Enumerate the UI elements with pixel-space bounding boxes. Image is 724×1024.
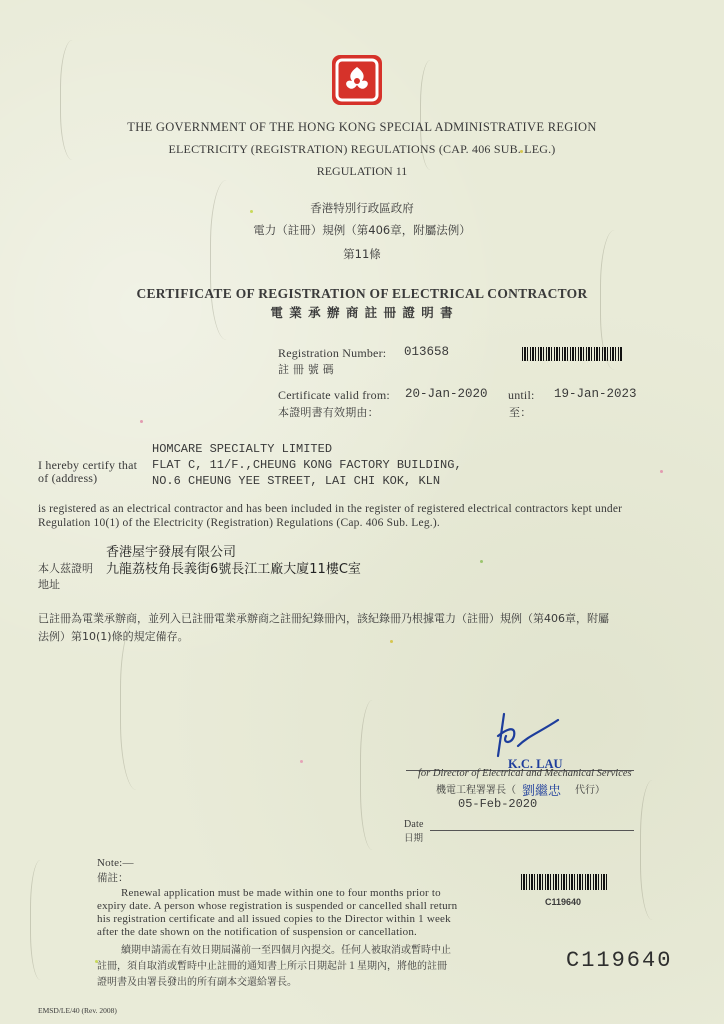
registration-number: 013658 bbox=[404, 345, 450, 359]
header-government: THE GOVERNMENT OF THE HONG KONG SPECIAL ADMINISTRATIVE REGION bbox=[127, 120, 597, 134]
date-line bbox=[430, 830, 634, 831]
date-label-cn: 日期 bbox=[404, 833, 424, 844]
signatory-name-stamp-cn: 劉繼忠 bbox=[522, 784, 562, 799]
registration-statement-cn-line1: 已註冊為電業承辦商，並列入已註冊電業承辦商之註冊紀錄冊內，該紀錄冊乃根據電力（註冊）規例（第406章，附屬 bbox=[38, 612, 609, 625]
certify-label: I hereby certify that bbox=[38, 458, 138, 472]
serial-number-large: C119640 bbox=[566, 948, 673, 973]
company-name-cn: 香港屋宇發展有限公司 bbox=[106, 545, 237, 560]
signature-icon bbox=[488, 706, 568, 762]
note-line4: after the date shown on the notification of suspension or cancellation. bbox=[97, 926, 417, 938]
header-regulations: ELECTRICITY (REGISTRATION) REGULATIONS (CAP. 406 SUB. LEG.) bbox=[168, 142, 556, 156]
valid-until-label: until: bbox=[508, 388, 535, 402]
registration-number-label-cn: 註 冊 號 碼 bbox=[278, 363, 334, 376]
registration-statement-cn-line2: 法例）第10(1)條的規定備存。 bbox=[38, 630, 189, 643]
company-address-line1: FLAT C, 11/F.,CHEUNG KONG FACTORY BUILDING, bbox=[152, 458, 462, 472]
address-label-cn: 地址 bbox=[38, 578, 60, 591]
certificate-title: CERTIFICATE OF REGISTRATION OF ELECTRICAL CONTRACTOR bbox=[136, 286, 588, 301]
address-label: of (address) bbox=[38, 471, 98, 485]
paper-fiber bbox=[120, 620, 161, 790]
header-regulation-number-cn: 第11條 bbox=[343, 247, 381, 261]
header-government-cn: 香港特別行政區政府 bbox=[310, 201, 414, 215]
paper-fiber bbox=[360, 700, 391, 850]
serial-number-small: C119640 bbox=[545, 897, 582, 907]
barcode-icon bbox=[522, 347, 622, 361]
paper-fleck bbox=[300, 760, 303, 763]
signatory-title: for Director of Electrical and Mechanical Services bbox=[418, 768, 632, 779]
signatory-title-cn: 機電工程署署長（ bbox=[436, 785, 516, 796]
issue-date: 05-Feb-2020 bbox=[458, 797, 538, 811]
note-cn-line3: 證明書及由署長發出的所有副本交還給署長。 bbox=[97, 977, 297, 988]
valid-from-date: 20-Jan-2020 bbox=[405, 387, 488, 401]
paper-fleck bbox=[390, 640, 393, 643]
certify-label-cn: 本人茲證明 bbox=[38, 562, 93, 575]
serial-barcode-icon bbox=[521, 874, 607, 890]
company-name: HOMCARE SPECIALTY LIMITED bbox=[152, 442, 333, 456]
valid-from-label-cn: 本證明書有效期由： bbox=[278, 406, 379, 419]
signatory-title-cn-end: 代行） bbox=[575, 785, 605, 796]
note-label-cn: 備註： bbox=[97, 872, 129, 884]
valid-until-label-cn: 至： bbox=[509, 406, 532, 419]
header-regulation-number: REGULATION 11 bbox=[316, 164, 408, 178]
registration-statement-line2: Regulation 10(1) of the Electricity (Registration) Regulations (Cap. 406 Sub. Leg.). bbox=[38, 517, 440, 529]
paper-fleck bbox=[660, 470, 663, 473]
valid-until-date: 19-Jan-2023 bbox=[554, 387, 637, 401]
paper-fiber bbox=[640, 780, 671, 920]
paper-fleck bbox=[480, 560, 483, 563]
hksar-emblem-icon bbox=[332, 55, 382, 105]
note-line1: Renewal application must be made within one to four months prior to bbox=[121, 887, 441, 899]
note-cn-line2: 註冊，須自取消或暫時中止註冊的通知書上所示日期起計１星期內，將他的註冊 bbox=[97, 961, 447, 972]
registration-number-label: Registration Number: bbox=[278, 346, 387, 360]
certificate-title-cn: 電 業 承 辦 商 註 冊 證 明 書 bbox=[270, 305, 454, 320]
note-line2: expiry date. A person whose registration is suspended or cancelled shall return bbox=[97, 900, 458, 912]
date-label: Date bbox=[404, 819, 424, 830]
note-cn-line1: 續期申請需在有效日期屆滿前一至四個月內提交。任何人被取消或暫時中止 bbox=[121, 945, 451, 956]
note-line3: his registration certificate and all issued copies to the Director within 1 week bbox=[97, 913, 451, 925]
valid-from-label: Certificate valid from: bbox=[278, 388, 390, 402]
note-label: Note:— bbox=[97, 857, 134, 869]
signatory-name: K.C. LAU bbox=[508, 757, 563, 771]
company-address-line2: NO.6 CHEUNG YEE STREET, LAI CHI KOK, KLN bbox=[152, 474, 441, 488]
company-address-cn: 九龍荔枝角長義街6號長江工廠大廈11樓C室 bbox=[106, 562, 361, 577]
registration-statement-line1: is registered as an electrical contractor and has been included in the register of registered electrical contractors kept under bbox=[38, 503, 623, 515]
header-regulations-cn: 電力（註冊）規例（第406章，附屬法例） bbox=[253, 223, 471, 237]
form-code: EMSD/LE/40 (Rev. 2008) bbox=[38, 1006, 117, 1015]
paper-fleck bbox=[140, 420, 143, 423]
paper-fiber bbox=[30, 860, 56, 980]
